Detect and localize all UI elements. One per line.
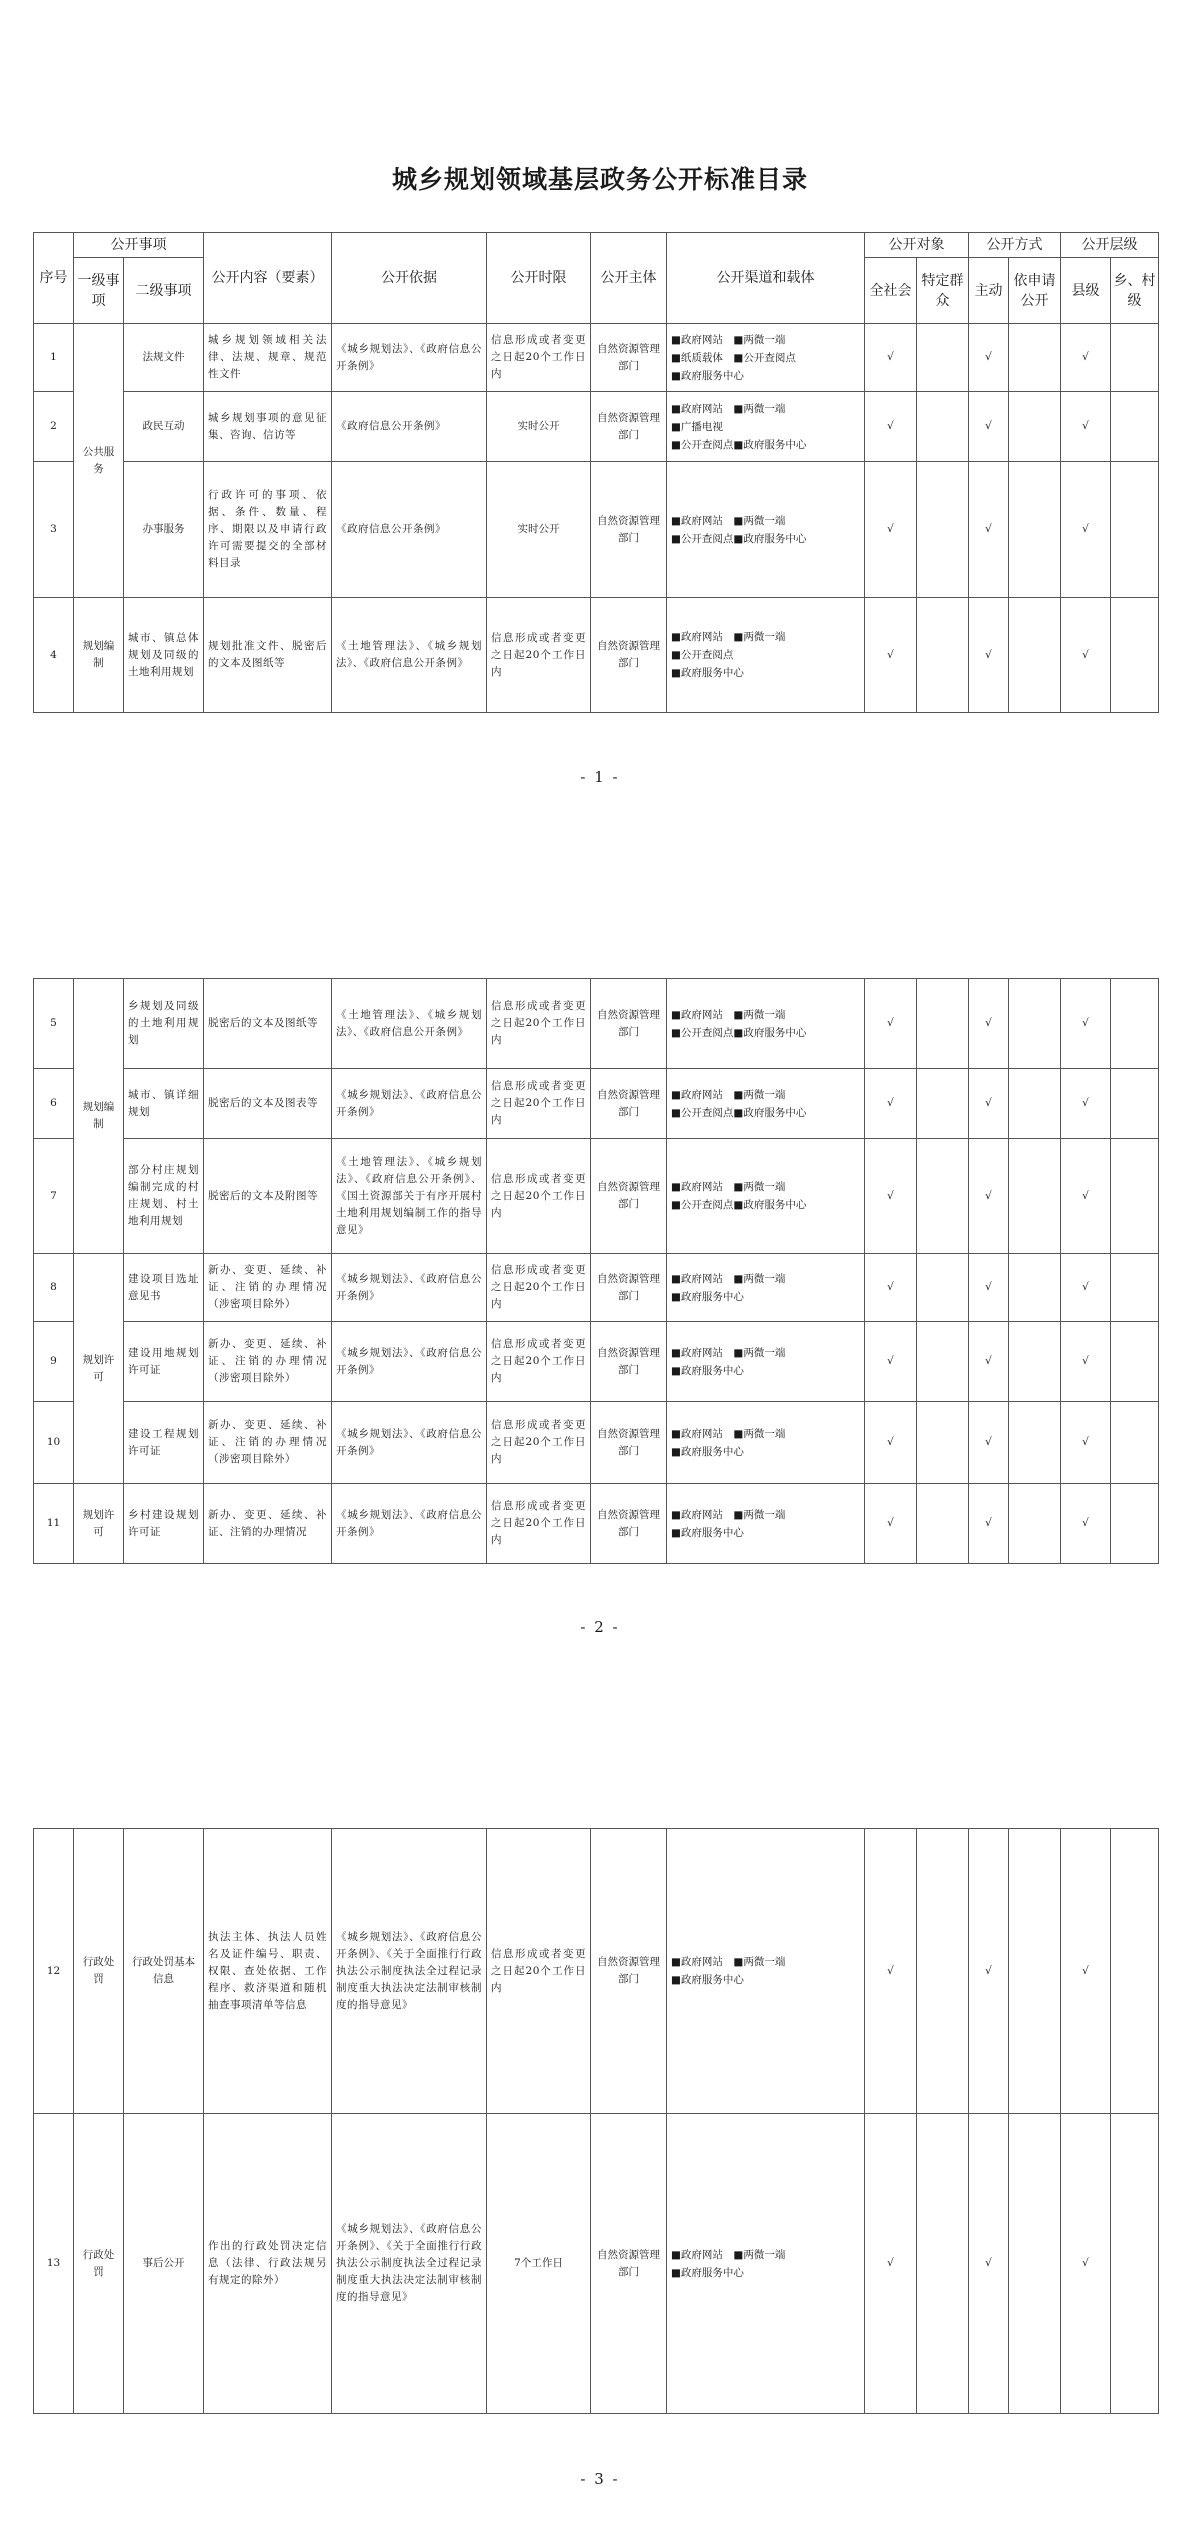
row-subject: 自然资源管理部门 (591, 1069, 667, 1139)
row-channels (667, 324, 865, 392)
row-content: 行政许可的事项、依据、条件、数量、程序、期限以及申请行政许可需要提交的全部材料目录 (204, 462, 332, 598)
check-all-society: √ (865, 392, 917, 462)
row-channels (667, 598, 865, 713)
check-county: √ (1061, 1322, 1111, 1402)
header-specific: 特定群众 (917, 258, 969, 324)
row-level2: 乡村建设规划许可证 (124, 1484, 204, 1564)
channel-line: ■政府网站 ■两微一端 (671, 1346, 786, 1359)
check-active: √ (969, 979, 1009, 1069)
check-active: √ (969, 1069, 1009, 1139)
check-all-society: √ (865, 1069, 917, 1139)
check-all-society: √ (865, 2114, 917, 2414)
row-channels (667, 462, 865, 598)
check-county: √ (1061, 1139, 1111, 1254)
row-subject: 自然资源管理部门 (591, 598, 667, 713)
row-time: 信息形成或者变更之日起20个工作日内 (487, 979, 591, 1069)
channel-line: ■政府网站 ■两微一端 (671, 2248, 786, 2261)
row-level2: 办事服务 (124, 462, 204, 598)
channel-line: ■公开查阅点■政府服务中心 (671, 1106, 807, 1119)
row-level2: 建设工程规划许可证 (124, 1402, 204, 1484)
channel-line: ■政府网站 ■两微一端 (671, 1088, 786, 1101)
channel-line: ■公开查阅点■政府服务中心 (671, 1026, 807, 1039)
row-time: 实时公开 (487, 392, 591, 462)
table-row (34, 1254, 1159, 1322)
row-time: 信息形成或者变更之日起20个工作日内 (487, 1484, 591, 1564)
channel-line: ■政府服务中心 (671, 1526, 744, 1539)
row-channels (667, 1139, 865, 1254)
row-channels (667, 1484, 865, 1564)
header-group-target: 公开对象 (865, 233, 969, 258)
check-county: √ (1061, 324, 1111, 392)
check-all-society: √ (865, 1254, 917, 1322)
channel-line: ■政府网站 ■两微一端 (671, 333, 786, 346)
check-all-society: √ (865, 598, 917, 713)
check-county: √ (1061, 1829, 1111, 2114)
channel-line: ■公开查阅点■政府服务中心 (671, 532, 807, 545)
check-all-society: √ (865, 324, 917, 392)
row-subject: 自然资源管理部门 (591, 1139, 667, 1254)
row-time: 实时公开 (487, 462, 591, 598)
header-county: 县级 (1061, 258, 1111, 324)
row-no: 4 (34, 598, 74, 713)
row-no: 1 (34, 324, 74, 392)
table-row (34, 1829, 1159, 2114)
channel-line: ■政府网站 ■两微一端 (671, 514, 786, 527)
channel-line: ■政府网站 ■两微一端 (671, 1427, 786, 1440)
row-channels (667, 1402, 865, 1484)
check-all-society: √ (865, 1322, 917, 1402)
row-basis: 《政府信息公开条例》 (332, 462, 487, 598)
row-content: 新办、变更、延续、补证、注销的办理情况（涉密项目除外） (204, 1402, 332, 1484)
check-active: √ (969, 1322, 1009, 1402)
row-subject: 自然资源管理部门 (591, 324, 667, 392)
channel-line: ■政府网站 ■两微一端 (671, 1508, 786, 1521)
channel-line: ■政府网站 ■两微一端 (671, 631, 786, 643)
page-number: - 3 - (580, 2470, 620, 2488)
check-active: √ (969, 1402, 1009, 1484)
catalog-table-page-1 (33, 232, 1159, 713)
header-active: 主动 (969, 258, 1009, 324)
table-row (34, 979, 1159, 1069)
row-content: 新办、变更、延续、补证、注销的办理情况（涉密项目除外） (204, 1322, 332, 1402)
header-time: 公开时限 (487, 233, 591, 324)
row-no: 3 (34, 462, 74, 598)
table-row (34, 1402, 1159, 1484)
channel-line: ■公开查阅点 (671, 649, 734, 661)
row-level1: 规划编制 (74, 979, 124, 1254)
row-channels (667, 2114, 865, 2414)
row-content: 城乡规划事项的意见征集、咨询、信访等 (204, 392, 332, 462)
header-level2: 二级事项 (124, 258, 204, 324)
row-channels (667, 1254, 865, 1322)
row-subject: 自然资源管理部门 (591, 1402, 667, 1484)
row-time: 信息形成或者变更之日起20个工作日内 (487, 1829, 591, 2114)
row-content: 新办、变更、延续、补证、注销的办理情况 (204, 1484, 332, 1564)
row-content: 执法主体、执法人员姓名及证件编号、职责、权限、查处依据、工作程序、救济渠道和随机抽查事项清单等信息 (204, 1829, 332, 2114)
row-level2: 政民互动 (124, 392, 204, 462)
row-level2: 城市、镇详细规划 (124, 1069, 204, 1139)
row-time: 信息形成或者变更之日起20个工作日内 (487, 1069, 591, 1139)
row-channels (667, 1829, 865, 2114)
row-basis: 《土地管理法》、《城乡规划法》、《政府信息公开条例》、《国土资源部关于有序开展村土地利用规划编制工作的指导意见》 (332, 1139, 487, 1254)
check-active: √ (969, 1139, 1009, 1254)
row-basis: 《城乡规划法》、《政府信息公开条例》 (332, 324, 487, 392)
row-level1: 规划许可 (74, 1254, 124, 1484)
row-no: 13 (34, 2114, 74, 2414)
row-level2: 乡规划及同级的土地利用规划 (124, 979, 204, 1069)
row-channels (667, 1069, 865, 1139)
table-row (34, 2114, 1159, 2414)
header-group-items: 公开事项 (74, 233, 204, 258)
check-county: √ (1061, 462, 1111, 598)
row-basis: 《城乡规划法》、《政府信息公开条例》、《关于全面推行行政执法公示制度执法全过程记录制度重大执法决定法制审核制度的指导意见》 (332, 2114, 487, 2414)
row-level2: 事后公开 (124, 2114, 204, 2414)
check-county: √ (1061, 1254, 1111, 1322)
channel-line: ■公开查阅点■政府服务中心 (671, 438, 807, 451)
table-row (34, 1484, 1159, 1564)
check-all-society: √ (865, 1139, 917, 1254)
check-all-society: √ (865, 1829, 917, 2114)
row-subject: 自然资源管理部门 (591, 462, 667, 598)
check-county: √ (1061, 979, 1111, 1069)
row-basis: 《政府信息公开条例》 (332, 392, 487, 462)
row-content: 作出的行政处罚决定信息（法律、行政法规另有规定的除外） (204, 2114, 332, 2414)
row-basis: 《城乡规划法》、《政府信息公开条例》 (332, 1322, 487, 1402)
document-title: 城乡规划领域基层政务公开标准目录 (391, 165, 808, 194)
row-basis: 《土地管理法》、《城乡规划法》、《政府信息公开条例》 (332, 979, 487, 1069)
check-active: √ (969, 1254, 1009, 1322)
row-time: 信息形成或者变更之日起20个工作日内 (487, 1322, 591, 1402)
channel-line: ■政府网站 ■两微一端 (671, 1956, 786, 1968)
row-subject: 自然资源管理部门 (591, 392, 667, 462)
catalog-table-page-2 (33, 978, 1159, 1564)
row-time: 信息形成或者变更之日起20个工作日内 (487, 1139, 591, 1254)
header-channel: 公开渠道和载体 (667, 233, 865, 324)
row-level1: 行政处罚 (74, 1829, 124, 2114)
row-basis: 《城乡规划法》、《政府信息公开条例》 (332, 1069, 487, 1139)
row-no: 8 (34, 1254, 74, 1322)
row-level2: 部分村庄规划编制完成的村庄规划、村土地利用规划 (124, 1139, 204, 1254)
row-no: 2 (34, 392, 74, 462)
channel-line: ■政府服务中心 (671, 667, 744, 679)
table-row (34, 1139, 1159, 1254)
header-group-method: 公开方式 (969, 233, 1061, 258)
check-active: √ (969, 2114, 1009, 2414)
header-content: 公开内容（要素） (204, 233, 332, 324)
check-county: √ (1061, 1069, 1111, 1139)
row-time: 7个工作日 (487, 2114, 591, 2414)
row-no: 12 (34, 1829, 74, 2114)
header-village: 乡、村级 (1111, 258, 1159, 324)
row-subject: 自然资源管理部门 (591, 1322, 667, 1402)
table-row (34, 1322, 1159, 1402)
row-channels (667, 392, 865, 462)
row-level1: 规划编制 (74, 598, 124, 713)
check-county: √ (1061, 392, 1111, 462)
row-content: 脱密后的文本及附图等 (204, 1139, 332, 1254)
row-level1: 规划许可 (74, 1484, 124, 1564)
page-number: - 2 - (580, 1618, 620, 1636)
table-row (34, 1069, 1159, 1139)
header-basis: 公开依据 (332, 233, 487, 324)
row-level1: 行政处罚 (74, 2114, 124, 2414)
row-no: 7 (34, 1139, 74, 1254)
row-basis: 《城乡规划法》、《政府信息公开条例》 (332, 1484, 487, 1564)
channel-line: ■政府网站 ■两微一端 (671, 1008, 786, 1021)
row-subject: 自然资源管理部门 (591, 1254, 667, 1322)
row-subject: 自然资源管理部门 (591, 979, 667, 1069)
table-row (34, 462, 1159, 598)
row-channels (667, 1322, 865, 1402)
channel-line: ■政府服务中心 (671, 369, 744, 382)
check-county: √ (1061, 1484, 1111, 1564)
row-basis: 《城乡规划法》、《政府信息公开条例》、《关于全面推行行政执法公示制度执法全过程记录制度重大执法决定法制审核制度的指导意见》 (332, 1829, 487, 2114)
table-row (34, 324, 1159, 392)
row-subject: 自然资源管理部门 (591, 1829, 667, 2114)
channel-line: ■政府网站 ■两微一端 (671, 1272, 786, 1285)
row-content: 脱密后的文本及图表等 (204, 1069, 332, 1139)
row-level2: 建设项目选址意见书 (124, 1254, 204, 1322)
header-all-society: 全社会 (865, 258, 917, 324)
check-active: √ (969, 462, 1009, 598)
channel-line: ■政府服务中心 (671, 1974, 744, 1986)
row-time: 信息形成或者变更之日起20个工作日内 (487, 324, 591, 392)
row-no: 11 (34, 1484, 74, 1564)
channel-line: ■政府网站 ■两微一端 (671, 1181, 786, 1193)
row-no: 5 (34, 979, 74, 1069)
channel-line: ■纸质载体 ■公开查阅点 (671, 351, 796, 364)
channel-line: ■政府服务中心 (671, 1290, 744, 1303)
row-level2: 行政处罚基本信息 (124, 1829, 204, 2114)
check-county: √ (1061, 2114, 1111, 2414)
row-content: 规划批准文件、脱密后的文本及图纸等 (204, 598, 332, 713)
channel-line: ■公开查阅点■政府服务中心 (671, 1199, 807, 1211)
table-row (34, 392, 1159, 462)
row-basis: 《城乡规划法》、《政府信息公开条例》 (332, 1254, 487, 1322)
row-no: 6 (34, 1069, 74, 1139)
check-all-society: √ (865, 1402, 917, 1484)
check-active: √ (969, 1484, 1009, 1564)
header-subject: 公开主体 (591, 233, 667, 324)
check-county: √ (1061, 1402, 1111, 1484)
row-basis: 《土地管理法》、《城乡规划法》、《政府信息公开条例》 (332, 598, 487, 713)
header-seq: 序号 (34, 233, 74, 324)
table-row (34, 598, 1159, 713)
channel-line: ■政府服务中心 (671, 1364, 744, 1377)
check-all-society: √ (865, 979, 917, 1069)
channel-line: ■政府服务中心 (671, 1445, 744, 1458)
check-active: √ (969, 392, 1009, 462)
row-subject: 自然资源管理部门 (591, 1484, 667, 1564)
header-apply: 依申请公开 (1009, 258, 1061, 324)
check-active: √ (969, 1829, 1009, 2114)
header-group-level: 公开层级 (1061, 233, 1159, 258)
page-number: - 1 - (580, 768, 620, 786)
row-time: 信息形成或者变更之日起20个工作日内 (487, 1254, 591, 1322)
check-active: √ (969, 598, 1009, 713)
channel-line: ■广播电视 (671, 420, 723, 433)
row-channels (667, 979, 865, 1069)
check-all-society: √ (865, 462, 917, 598)
row-level1: 公共服务 (74, 324, 124, 598)
row-content: 城乡规划领域相关法律、法规、规章、规范性文件 (204, 324, 332, 392)
channel-line: ■政府网站 ■两微一端 (671, 402, 786, 415)
row-level2: 法规文件 (124, 324, 204, 392)
check-all-society: √ (865, 1484, 917, 1564)
row-content: 新办、变更、延续、补证、注销的办理情况（涉密项目除外） (204, 1254, 332, 1322)
row-no: 10 (34, 1402, 74, 1484)
row-content: 脱密后的文本及图纸等 (204, 979, 332, 1069)
header-level1: 一级事项 (74, 258, 124, 324)
catalog-table-page-3 (33, 1828, 1159, 2414)
row-subject: 自然资源管理部门 (591, 2114, 667, 2414)
row-time: 信息形成或者变更之日起20个工作日内 (487, 1402, 591, 1484)
check-county: √ (1061, 598, 1111, 713)
channel-line: ■政府服务中心 (671, 2266, 744, 2279)
row-no: 9 (34, 1322, 74, 1402)
check-active: √ (969, 324, 1009, 392)
row-level2: 建设用地规划许可证 (124, 1322, 204, 1402)
row-basis: 《城乡规划法》、《政府信息公开条例》 (332, 1402, 487, 1484)
row-level2: 城市、镇总体规划及同级的土地利用规划 (124, 598, 204, 713)
row-time: 信息形成或者变更之日起20个工作日内 (487, 598, 591, 713)
